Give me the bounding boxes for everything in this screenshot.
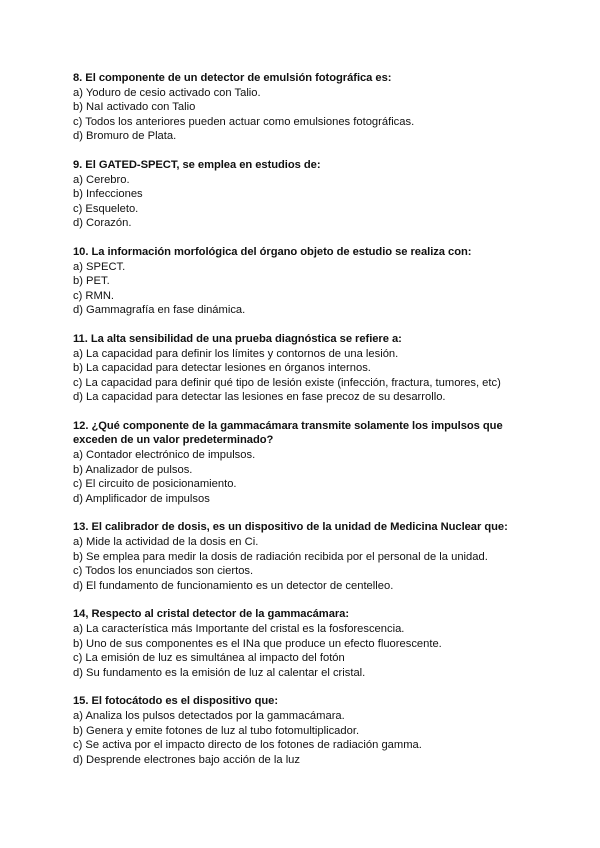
option-a: a) Contador electrónico de impulsos. — [73, 449, 256, 462]
option-a: a) Analiza los pulsos detectados por la gammacámara. — [73, 709, 345, 722]
option-c: c) Todos los enunciados son ciertos. — [73, 565, 254, 578]
question-title: 12. ¿Qué componente de la gammacámara transmite solamente los impulsos que exceden de un valor predeterminado? — [73, 419, 503, 447]
question-title: 9. El GATED-SPECT, se emplea en estudios de: — [73, 158, 321, 171]
option-b: b) PET. — [73, 275, 110, 288]
option-d: d) Gammagrafía en fase dinámica. — [73, 304, 246, 317]
option-a: a) Yoduro de cesio activado con Talio. — [73, 86, 261, 99]
question-title: 10. La información morfológica del órgano objeto de estudio se realiza con: — [73, 245, 472, 258]
question-title: 11. La alta sensibilidad de una prueba diagnóstica se refiere a: — [73, 332, 402, 345]
option-c: c) Todos los anteriores pueden actuar como emulsiones fotográficas. — [73, 115, 415, 128]
question-15 — [73, 694, 543, 767]
option-d: d) Desprende electrones bajo acción de la luz — [73, 753, 300, 766]
question-title: 8. El componente de un detector de emulsión fotográfica es: — [73, 72, 392, 84]
question-list — [73, 71, 543, 781]
option-b: b) La capacidad para detectar lesiones en órganos internos. — [73, 362, 371, 375]
option-a: a) SPECT. — [73, 260, 126, 273]
option-d: d) La capacidad para detectar las lesiones en fase precoz de su desarrollo. — [73, 391, 446, 404]
question-14 — [73, 607, 543, 680]
question-title: 13. El calibrador de dosis, es un dispositivo de la unidad de Medicina Nuclear que: — [73, 521, 508, 534]
option-d: d) Amplificador de impulsos — [73, 492, 210, 505]
option-b: b) Infecciones — [73, 188, 143, 201]
question-10 — [73, 245, 543, 318]
question-title: 14, Respecto al cristal detector de la gammacámara: — [73, 608, 350, 621]
option-b: b) Analizador de pulsos. — [73, 463, 193, 476]
option-b: b) Genera y emite fotones de luz al tubo fotomultiplicador. — [73, 724, 360, 737]
option-c: c) Esqueleto. — [73, 202, 139, 215]
option-a: a) La característica más Importante del cristal es la fosforescencia. — [73, 623, 405, 635]
option-b: b) Se emplea para medir la dosis de radiación recibida por el personal de la unidad. — [73, 550, 488, 563]
option-c: c) El circuito de posicionamiento. — [73, 478, 237, 491]
question-8 — [73, 71, 543, 144]
option-d: d) Corazón. — [73, 217, 132, 230]
option-c: c) La capacidad para definir qué tipo de lesión existe (infección, fractura, tumores, etc) — [73, 376, 501, 389]
option-b: b) NaI activado con Talio — [73, 101, 196, 114]
option-a: a) La capacidad para definir los límites y contornos de una lesión. — [73, 347, 399, 360]
option-a: a) Cerebro. — [73, 173, 130, 186]
option-a: a) Mide la actividad de la dosis en Ci. — [73, 536, 259, 549]
question-13 — [73, 520, 543, 593]
option-c: c) RMN. — [73, 289, 115, 302]
option-c: c) Se activa por el impacto directo de los fotones de radiación gamma. — [73, 739, 422, 752]
option-c: c) La emisión de luz es simultánea al impacto del fotón — [73, 652, 345, 665]
question-9 — [73, 158, 543, 231]
option-d: d) Su fundamento es la emisión de luz al calentar el cristal. — [73, 666, 366, 679]
question-12 — [73, 419, 543, 507]
question-11 — [73, 332, 543, 405]
option-b: b) Uno de sus componentes es el INa que produce un efecto fluorescente. — [73, 637, 442, 650]
option-d: d) Bromuro de Plata. — [73, 130, 177, 143]
question-title: 15. El fotocátodo es el dispositivo que: — [73, 695, 279, 708]
option-d: d) El fundamento de funcionamiento es un detector de centelleo. — [73, 579, 394, 592]
